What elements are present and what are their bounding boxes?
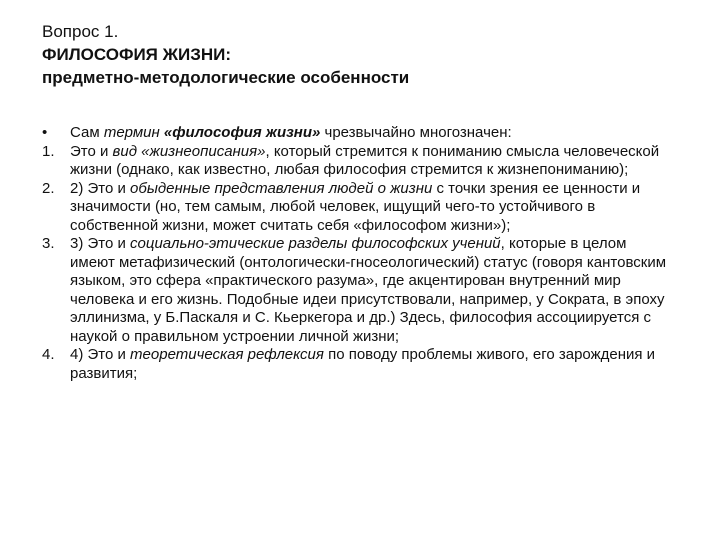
text-segment: Сам: [70, 124, 104, 141]
text-segment: по поводу проблемы живого, его зарождения и развития;: [70, 346, 656, 382]
text-segment: , которые в целом имеют метафизический (онтологически-гносеологический) статус (говоря кантовским языком, это сфера «практического разума», где акцентирован внутренний мир человека и его жизнь. Подобные идеи присутствовали, например, у Сократа, в эпоху эллинизма, у Б.Паскаля и С. Кьеркегора и др.) Здесь, философия ассоциируется с наукой о правильном устроении личной жизни;: [70, 235, 667, 345]
item-text: [70, 180, 667, 236]
topic-heading: ФИЛОСОФИЯ ЖИЗНИ:: [42, 45, 232, 64]
item-text: [70, 235, 667, 346]
text-segment: чрезвычайно многозначен:: [320, 124, 512, 141]
text-segment-italic: термин: [103, 124, 164, 141]
list-item-3: [42, 235, 667, 346]
text-segment: , который стремится к пониманию смысла человеческой жизни (однако, как известно, любая философия стремится к жизнепониманию);: [70, 142, 660, 178]
list-item-2: [42, 180, 667, 236]
list-item-4: [42, 346, 667, 383]
item-text: [70, 143, 667, 180]
content-list: [42, 124, 667, 383]
text-segment: 3) Это и: [70, 235, 131, 252]
text-segment-italic: социально-этические разделы философских учений: [130, 235, 501, 252]
question-number: Вопрос 1.: [42, 22, 119, 41]
text-segment-italic: обыденные представления людей о жизни: [130, 179, 433, 197]
item-text: [70, 124, 667, 143]
number-marker: 1.: [42, 142, 55, 160]
slide-title: [42, 20, 682, 89]
list-item-intro: [42, 124, 667, 143]
list-item-1: [42, 143, 667, 180]
text-segment-italic: теоретическая рефлексия: [130, 346, 324, 363]
text-segment: 2) Это и: [70, 179, 131, 197]
number-marker: 4.: [42, 346, 55, 363]
text-segment-italic: вид «жизнеописания»: [112, 142, 266, 160]
text-segment: Это и: [70, 142, 113, 160]
text-segment-bold-italic: «философия жизни»: [163, 124, 321, 141]
bullet-marker: •: [42, 124, 48, 141]
topic-subheading: предметно-методологические особенности: [42, 68, 410, 87]
item-text: [70, 346, 667, 383]
number-marker: 3.: [42, 235, 55, 252]
text-segment: 4) Это и: [70, 346, 131, 363]
text-segment: с точки зрения ее ценности и значимости (но, тем самым, любой человек, ищущий чего-то устойчивого в собственной жизни, может считать себя «философом жизни»);: [70, 179, 641, 234]
number-marker: 2.: [42, 179, 55, 197]
